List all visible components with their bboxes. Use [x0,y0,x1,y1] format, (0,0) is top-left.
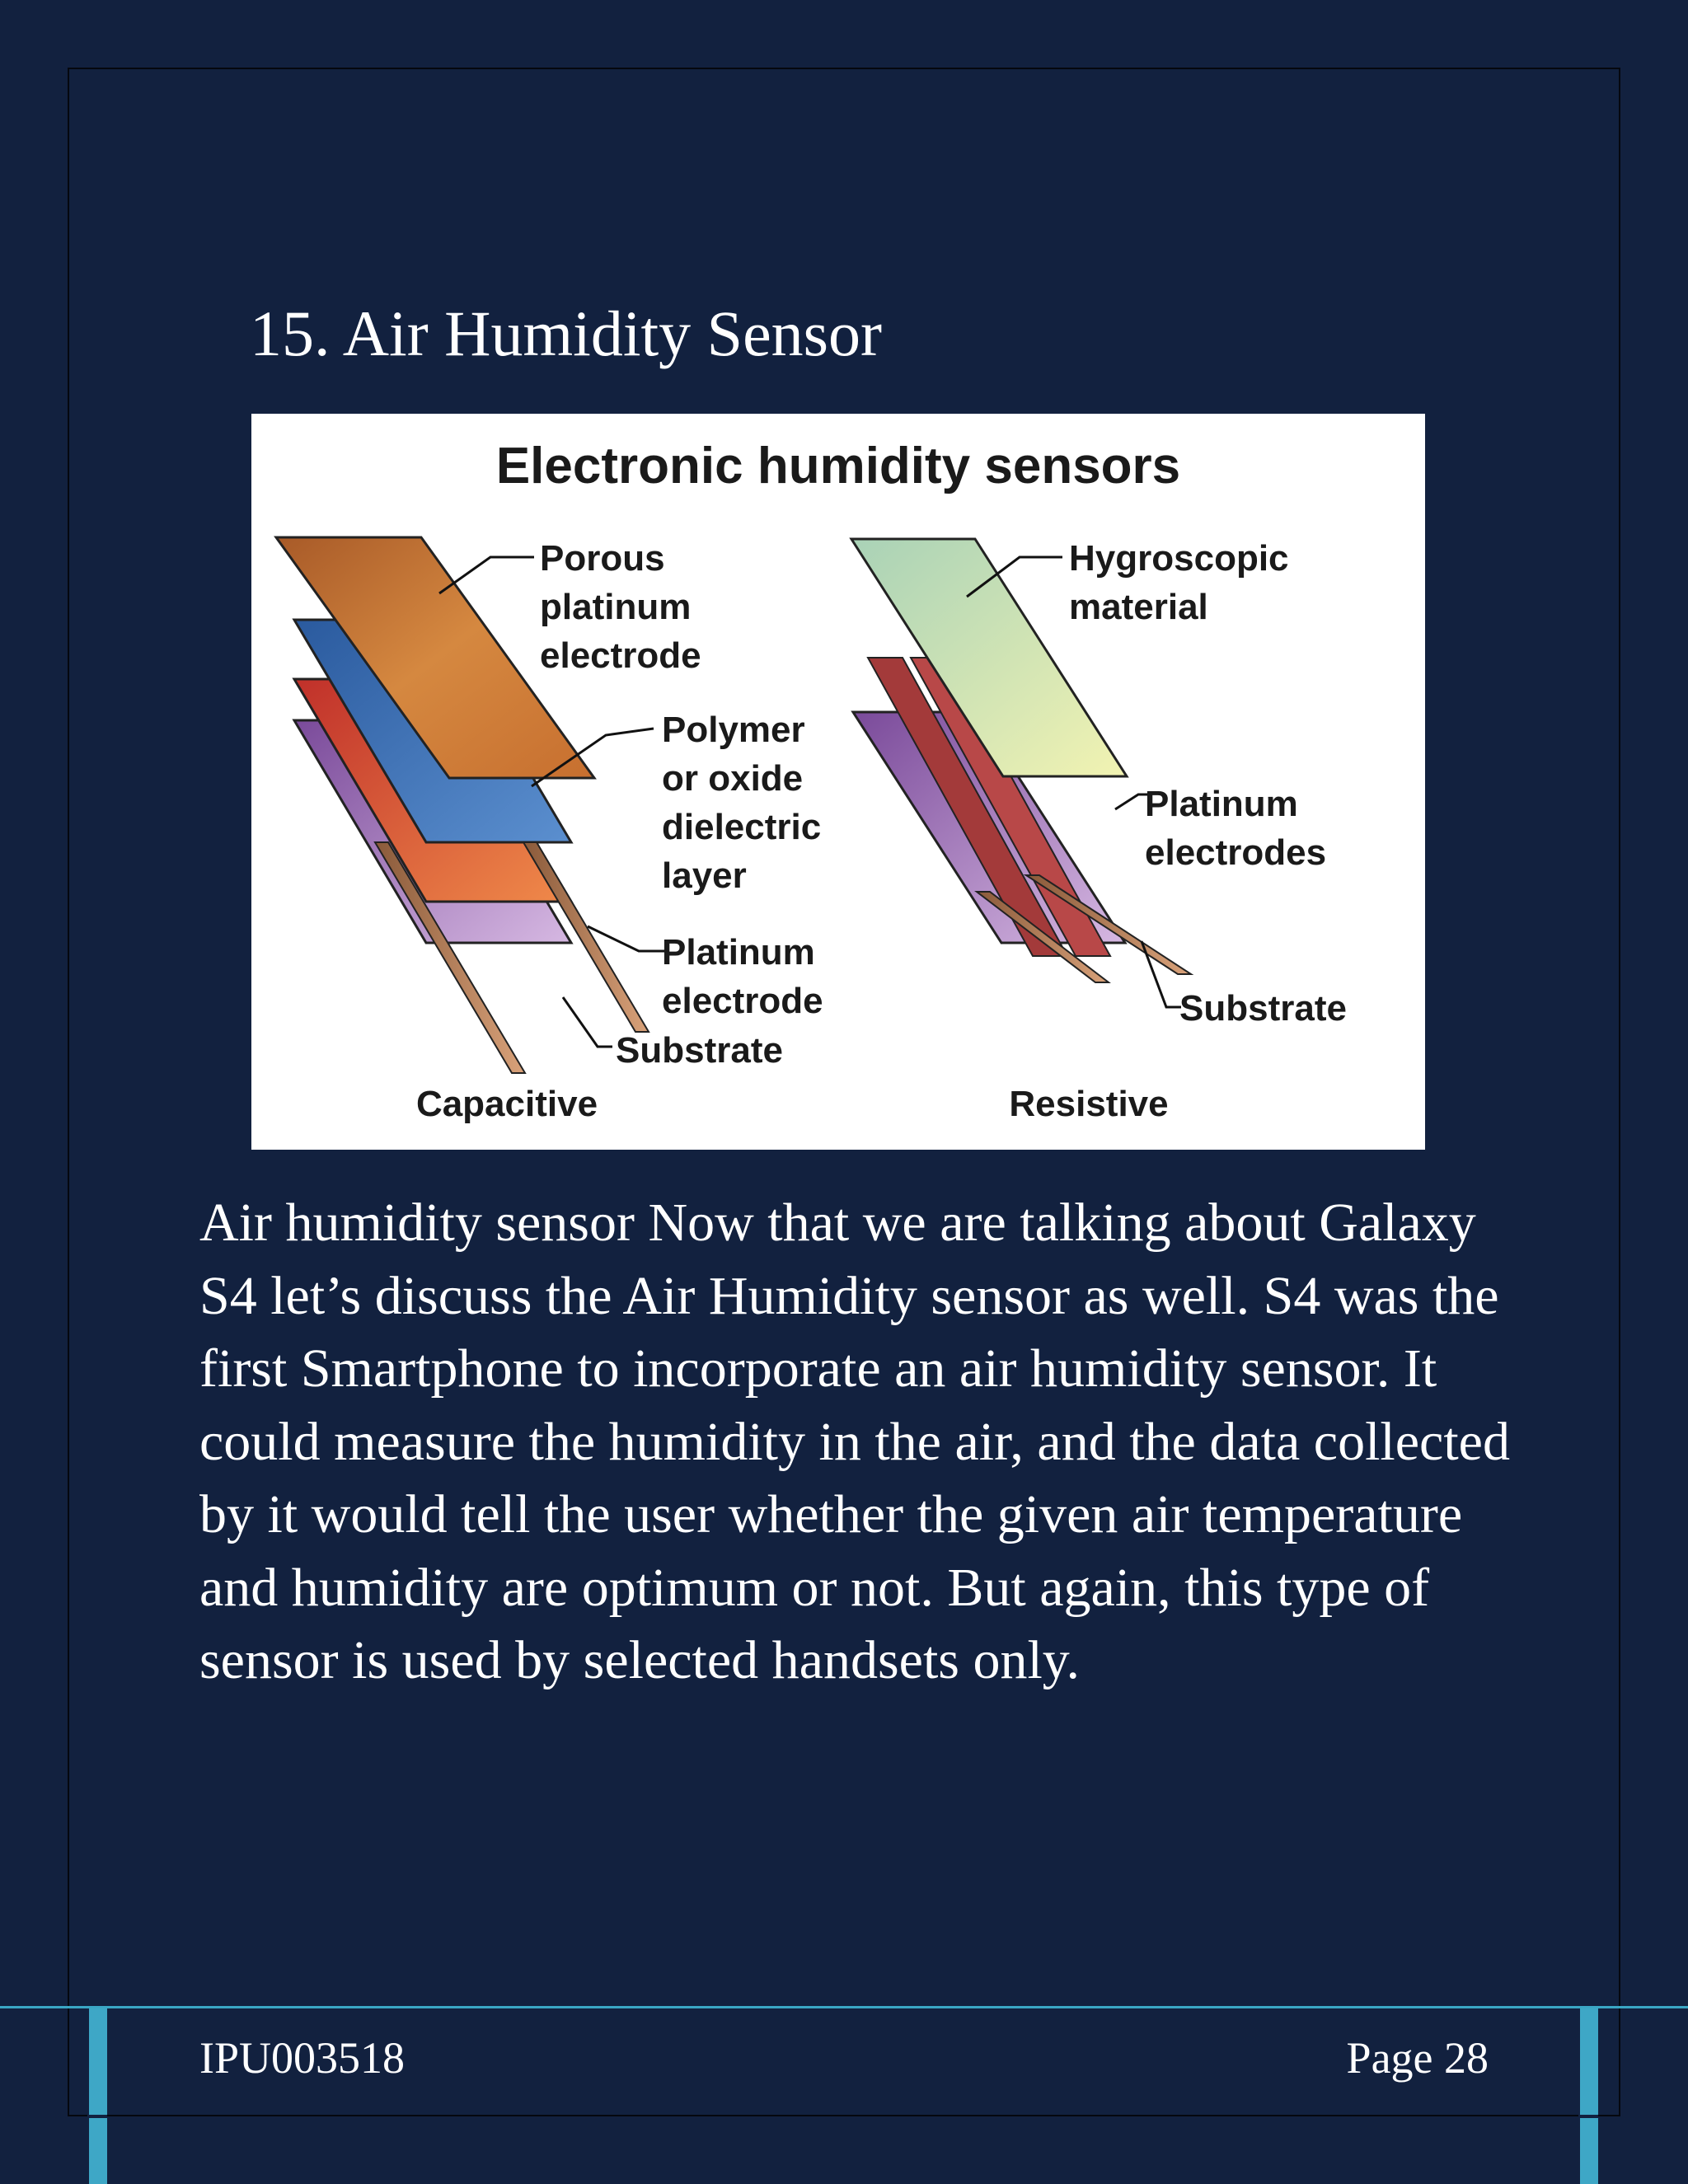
label-line: electrodes [1145,832,1327,873]
humidity-sensor-figure [251,414,1425,1150]
footer-accent-bar-right [1580,2008,1598,2184]
label-line: electrode [662,981,823,1021]
label-polymer-dielectric-layer [662,710,831,896]
footer-gap-left [87,2115,107,2118]
label-substrate-capacitive: Substrate [616,1030,783,1071]
label-platinum-electrode [662,932,825,1021]
body-paragraph: Air humidity sensor Now that we are talking about Galaxy S4 let’s discuss the Air Humidity sensor as well. S4 was the first Smartphone to incorporate an air humidity sensor. It could measure the humidity in the air, and the data collected by it would tell the user whether the given air temperature and humidity are optimum or not. But again, this type of sensor is used by selected handsets only. [199,1193,1510,1690]
footer-accent-bar-left [89,2008,107,2184]
label-line: Porous [540,538,665,579]
label-substrate-resistive: Substrate [1179,988,1347,1029]
label-line: or oxide [662,758,804,799]
label-line: material [1069,587,1208,627]
label-line: platinum [540,587,692,627]
label-line: Platinum [662,932,815,972]
label-line: Hygroscopic [1069,538,1289,579]
label-platinum-electrodes [1145,784,1326,873]
leader-substrate-capacitive [563,997,612,1047]
footer-gap-right [1578,2115,1598,2118]
figure-title: Electronic humidity sensors [495,438,1181,494]
label-line: Platinum [1145,784,1298,824]
footer-page-number: Page 28 [1346,2033,1489,2083]
label-porous-platinum-electrode [540,538,701,676]
humidity-sensor-diagram [251,414,1425,1150]
label-hygroscopic-material [1069,538,1299,627]
caption-capacitive: Capacitive [415,1084,598,1124]
caption-resistive: Resistive [1009,1084,1169,1124]
footer-rule [0,2006,1688,2008]
label-line: layer [662,855,747,896]
section-title: 15. Air Humidity Sensor [250,298,883,369]
label-line: Polymer [662,710,805,750]
label-line: electrode [540,635,701,676]
label-line: dielectric [662,807,822,847]
footer-doc-id: IPU003518 [199,2033,406,2083]
